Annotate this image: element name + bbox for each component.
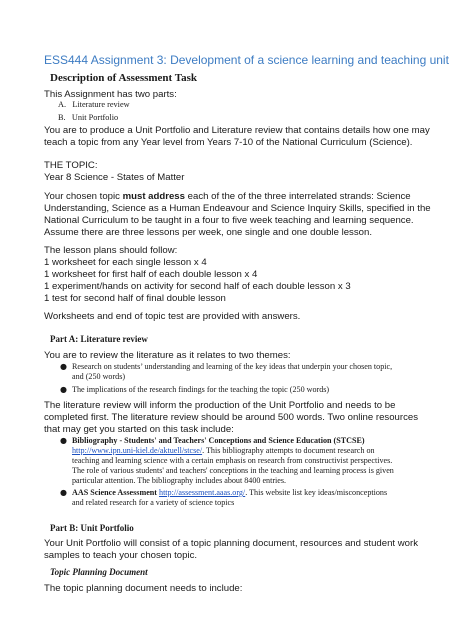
inform-paragraph-line: The literature review will inform the production of the Unit Portfolio and needs to be xyxy=(44,400,396,411)
resource-desc-line: particular attention. The bibliography includes about 8400 entries. xyxy=(72,476,287,485)
inform-paragraph-line: that may get you started on this task include: xyxy=(44,424,234,435)
bullet-icon: ● xyxy=(60,436,67,445)
lesson-item: 1 test for second half of final double lesson xyxy=(44,293,226,304)
intro-text: This Assignment has two parts: xyxy=(44,89,177,100)
lesson-item: 1 experiment/hands on activity for second half of each double lesson x 3 xyxy=(44,281,351,292)
part-b-paragraph-line: Your Unit Portfolio will consist of a topic planning document, resources and student work xyxy=(44,538,419,549)
aaas-link[interactable]: http://assessment.aaas.org/ xyxy=(159,488,246,497)
produce-paragraph-line: You are to produce a Unit Portfolio and Literature review that contains details how one may xyxy=(44,125,430,136)
topic-heading: THE TOPIC: xyxy=(44,160,98,171)
worksheets-note: Worksheets and end of topic test are provided with answers. xyxy=(44,311,301,322)
parts-list-item-b: B. Unit Portfolio xyxy=(58,113,119,122)
part-a-heading: Part A: Literature review xyxy=(50,334,148,344)
lesson-item: 1 worksheet for each single lesson x 4 xyxy=(44,257,207,268)
resource-desc-line: teaching and learning science with a certain emphasis on research from constructivist perspectives. xyxy=(72,456,393,465)
produce-paragraph-line: teach a topic from any Year level from Years 7-10 of the National Curriculum (Science). xyxy=(44,137,413,148)
resource-desc-line: and related research for a variety of science topics xyxy=(72,498,235,507)
part-b-paragraph-line: samples to teach your chosen topic. xyxy=(44,550,198,561)
part-a-intro: You are to review the literature as it relates to two themes: xyxy=(44,350,291,361)
chosen-paragraph-line: Understanding, Science as a Human Endeavour and Science Inquiry Skills, specified in the xyxy=(44,203,431,214)
part-b-heading: Part B: Unit Portfolio xyxy=(50,523,134,533)
description-heading: Description of Assessment Task xyxy=(50,72,197,84)
chosen-paragraph-line: Your chosen topic must address each of the of the three interrelated strands: Science xyxy=(44,191,411,202)
parts-list-item-a: A. Literature review xyxy=(58,100,130,109)
theme-line: The implications of the research findings for the teaching the topic (250 words) xyxy=(72,385,330,394)
theme-line: and (250 words) xyxy=(72,372,126,381)
resource-link-line: http://www.ipn.uni-kiel.de/aktuell/stcse/. This bibliography attempts to document research on xyxy=(72,446,375,455)
chosen-paragraph-line: Assume there are three lessons per week, one single and one double lesson. xyxy=(44,227,372,238)
bullet-icon: ● xyxy=(60,488,67,497)
document-title: ESS444 Assignment 3: Development of a science learning and teaching unit xyxy=(44,53,449,67)
bullet-icon: ● xyxy=(60,385,67,394)
resource-link-line: AAS Science Assessment http://assessment.aaas.org/. This website list key ideas/misconceptions xyxy=(72,488,388,497)
theme-line: Research on students’ understanding and learning of the key ideas that underpin your chosen topic, xyxy=(72,362,393,371)
resource-title: Bibliography - Students' and Teachers' Conceptions and Science Education (STCSE) xyxy=(72,436,365,445)
topic-value: Year 8 Science - States of Matter xyxy=(44,172,185,183)
chosen-paragraph-line: National Curriculum to be taught in a four to five week teaching and learning sequence. xyxy=(44,215,414,226)
inform-paragraph-line: completed first. The literature review should be around 500 words. Two online resources xyxy=(44,412,419,423)
topic-planning-needs: The topic planning document needs to include: xyxy=(44,583,243,594)
lesson-heading: The lesson plans should follow: xyxy=(44,245,178,256)
topic-planning-heading: Topic Planning Document xyxy=(50,567,148,577)
resource-desc-line: The role of various students' and teachers' conceptions in the teaching and learning process is given xyxy=(72,466,394,475)
lesson-item: 1 worksheet for first half of each double lesson x 4 xyxy=(44,269,258,280)
bullet-icon: ● xyxy=(60,362,67,371)
stcse-link[interactable]: http://www.ipn.uni-kiel.de/aktuell/stcse/ xyxy=(72,446,203,455)
